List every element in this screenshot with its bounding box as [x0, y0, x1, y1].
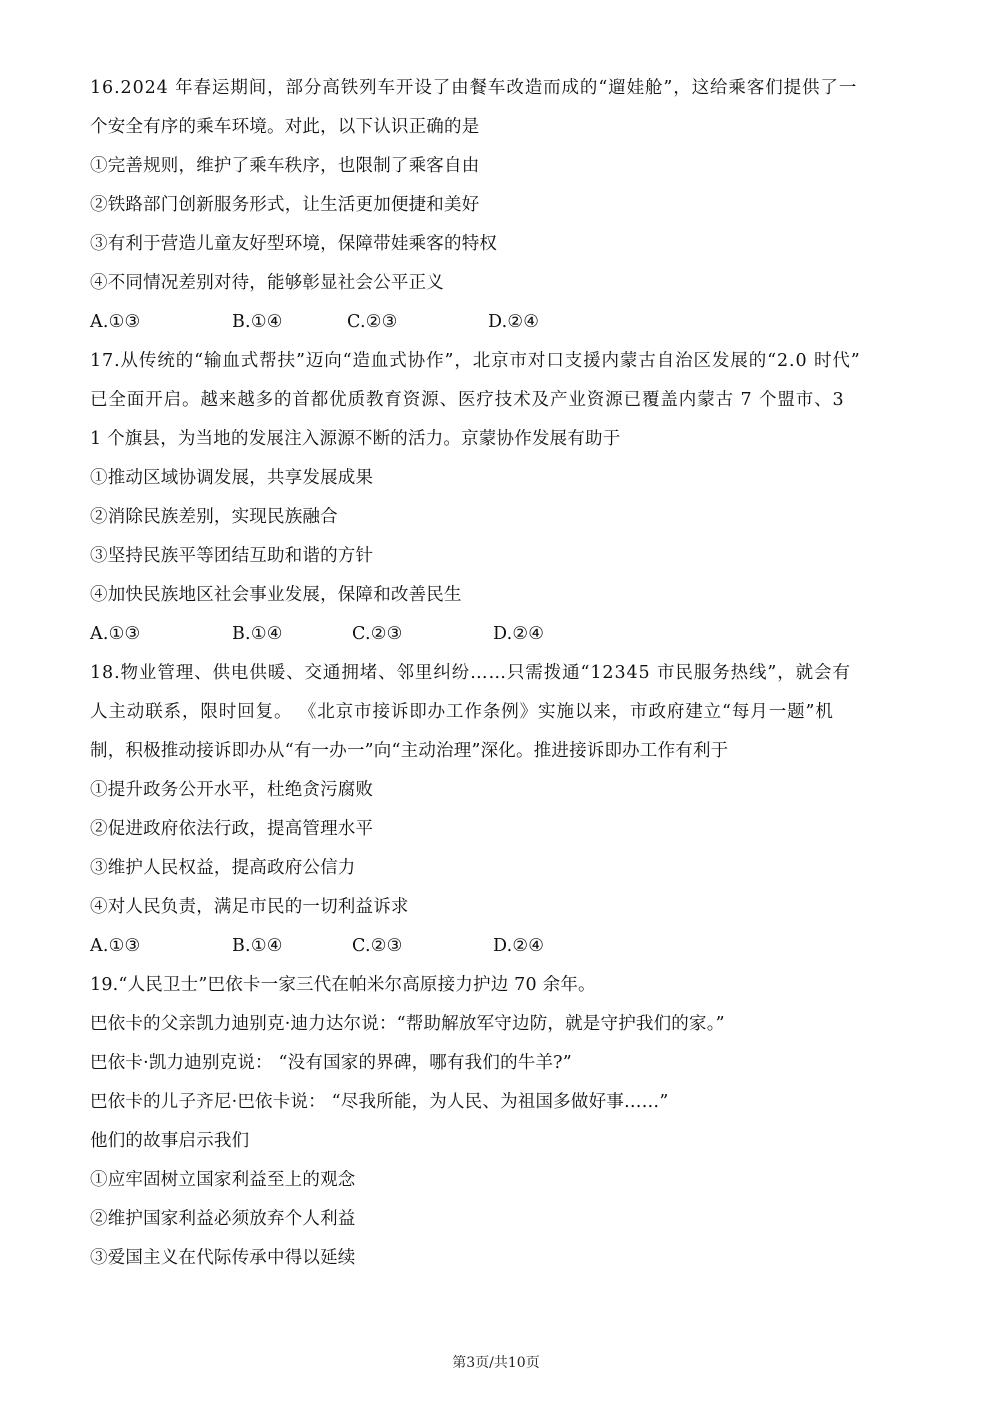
option-b[interactable]: B.①④ — [232, 312, 283, 332]
exam-page — [90, 69, 910, 1278]
statement: ①应牢固树立国家利益至上的观念 — [90, 1170, 356, 1190]
statement: ③有利于营造儿童友好型环境，保障带娃乘客的特权 — [90, 234, 498, 254]
question-stem-line: 16.2024 年春运期间，部分高铁列车开设了由餐车改造而成的“遛娃舱”，这给乘客们提供了一 — [90, 78, 858, 98]
statement: ①完善规则，维护了乘车秩序，也限制了乘客自由 — [90, 156, 480, 176]
question-stem-line: 巴依卡的儿子齐尼·巴依卡说： “尽我所能，为人民、为祖国多做好事……” — [90, 1092, 669, 1112]
statement: ①推动区域协调发展，共享发展成果 — [90, 468, 374, 488]
option-c[interactable]: C.②③ — [352, 936, 403, 956]
question-stem-line: 18.物业管理、供电供暖、交通拥堵、邻里纠纷……只需拨通“12345 市民服务热线”，就会有 — [90, 663, 851, 683]
statement: ①提升政务公开水平，杜绝贪污腐败 — [90, 780, 374, 800]
option-c[interactable]: C.②③ — [347, 312, 398, 332]
option-b[interactable]: B.①④ — [232, 624, 283, 644]
answer-options — [90, 303, 910, 342]
option-d[interactable]: D.②④ — [488, 312, 540, 332]
option-b[interactable]: B.①④ — [232, 936, 283, 956]
question-19 — [90, 966, 910, 1278]
question-stem-line: 已全面开启。越来越多的首都优质教育资源、医疗技术及产业资源已覆盖内蒙古 7 个盟市、3 — [90, 390, 845, 410]
statement: ②铁路部门创新服务形式，让生活更加便捷和美好 — [90, 195, 480, 215]
option-c[interactable]: C.②③ — [352, 624, 403, 644]
question-16 — [90, 69, 910, 342]
statement: ④加快民族地区社会事业发展，保障和改善民生 — [90, 585, 462, 605]
option-a[interactable]: A.①③ — [90, 624, 141, 644]
option-a[interactable]: A.①③ — [90, 936, 141, 956]
question-stem-line: 制，积极推动接诉即办从“有一办一”向“主动治理”深化。推进接诉即办工作有利于 — [90, 741, 729, 761]
question-18 — [90, 654, 910, 966]
question-stem-line: 17.从传统的“输血式帮扶”迈向“造血式协作”，北京市对口支援内蒙古自治区发展的“2.0 时代” — [90, 351, 861, 371]
statement: ④不同情况差别对待，能够彰显社会公平正义 — [90, 273, 444, 293]
statement: ②消除民族差别，实现民族融合 — [90, 507, 338, 527]
statement: ②促进政府依法行政，提高管理水平 — [90, 819, 374, 839]
question-stem-line: 1 个旗县，为当地的发展注入源源不断的活力。京蒙协作发展有助于 — [90, 429, 621, 449]
statement: ③维护人民权益，提高政府公信力 — [90, 858, 356, 878]
question-17 — [90, 342, 910, 654]
option-a[interactable]: A.①③ — [90, 312, 141, 332]
question-stem-line: 他们的故事启示我们 — [90, 1131, 250, 1151]
question-stem-line: 巴依卡的父亲凯力迪别克·迪力达尔说：“帮助解放军守边防，就是守护我们的家。” — [90, 1014, 725, 1034]
option-d[interactable]: D.②④ — [493, 936, 545, 956]
option-d[interactable]: D.②④ — [493, 624, 545, 644]
statement: ④对人民负责，满足市民的一切利益诉求 — [90, 897, 409, 917]
statement: ③坚持民族平等团结互助和谐的方针 — [90, 546, 374, 566]
statement: ③爱国主义在代际传承中得以延续 — [90, 1248, 356, 1268]
question-stem-line: 巴依卡·凯力迪别克说： “没有国家的界碑，哪有我们的牛羊?” — [90, 1053, 572, 1073]
statement: ②维护国家利益必须放弃个人利益 — [90, 1209, 356, 1229]
answer-options — [90, 927, 910, 966]
question-stem-line: 人主动联系，限时回复。 《北京市接诉即办工作条例》实施以来，市政府建立“每月一题”机 — [90, 702, 834, 722]
question-stem-line: 19.“人民卫士”巴依卡一家三代在帕米尔高原接力护边 70 余年。 — [90, 975, 596, 995]
answer-options — [90, 615, 910, 654]
page-number: 第3页/共10页 — [452, 1355, 540, 1371]
question-stem-line: 个安全有序的乘车环境。对此，以下认识正确的是 — [90, 117, 480, 137]
